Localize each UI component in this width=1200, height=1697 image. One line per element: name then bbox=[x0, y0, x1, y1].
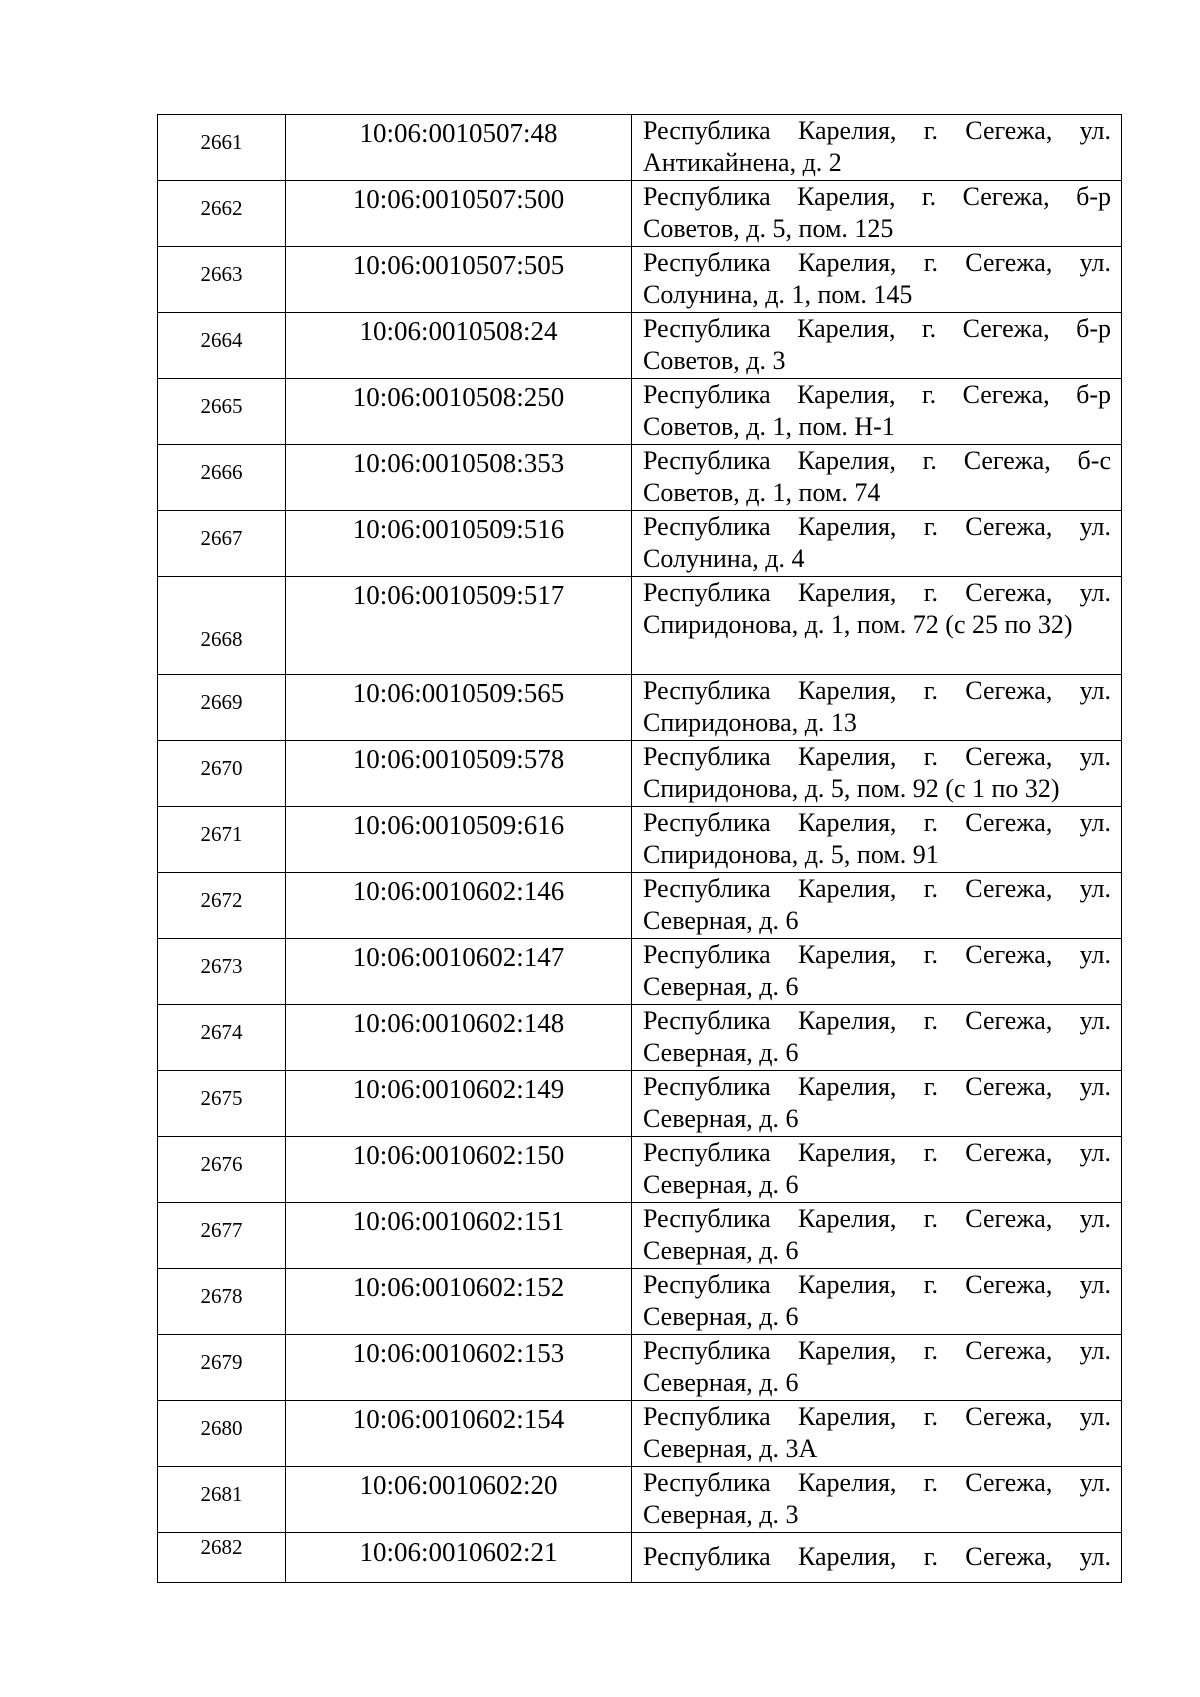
cadastral-number-cell bbox=[286, 1203, 632, 1269]
table-row bbox=[158, 1533, 1122, 1583]
address-text: Республика Карелия, г. Сегежа, ул. Северная, д. 6 bbox=[643, 1336, 1111, 1397]
table-row bbox=[158, 1203, 1122, 1269]
table-row bbox=[158, 577, 1122, 675]
cadastral-number-cell bbox=[286, 675, 632, 741]
row-number-cell bbox=[158, 1071, 286, 1137]
table-row bbox=[158, 675, 1122, 741]
row-number: 2668 bbox=[200, 627, 243, 651]
address-cell bbox=[632, 181, 1122, 247]
table-row bbox=[158, 379, 1122, 445]
address-text: Республика Карелия, г. Сегежа, ул. Северная, д. 6 bbox=[643, 1138, 1111, 1199]
property-registry-table bbox=[157, 114, 1122, 1583]
table-row bbox=[158, 1269, 1122, 1335]
address-cell bbox=[632, 807, 1122, 873]
address-cell bbox=[632, 247, 1122, 313]
registry-body bbox=[158, 115, 1122, 1583]
cadastral-number: 10:06:0010602:151 bbox=[352, 1206, 565, 1236]
cadastral-number-cell bbox=[286, 577, 632, 675]
cadastral-number: 10:06:0010508:353 bbox=[352, 448, 565, 478]
row-number-cell bbox=[158, 1533, 286, 1583]
address-text: Республика Карелия, г. Сегежа, б-р Советов, д. 1, пом. Н-1 bbox=[643, 380, 1111, 441]
cadastral-number-cell bbox=[286, 1335, 632, 1401]
cadastral-number: 10:06:0010507:505 bbox=[352, 250, 565, 280]
cadastral-number: 10:06:0010602:147 bbox=[352, 942, 565, 972]
row-number: 2671 bbox=[200, 822, 243, 846]
address-cell bbox=[632, 1335, 1122, 1401]
row-number-cell bbox=[158, 181, 286, 247]
table-row bbox=[158, 115, 1122, 181]
address-text: Республика Карелия, г. Сегежа, ул. Северная, д. 3А bbox=[643, 1402, 1111, 1463]
address-cell bbox=[632, 115, 1122, 181]
address-text: Республика Карелия, г. Сегежа, ул. Северная, д. 3 bbox=[643, 1468, 1111, 1529]
row-number-cell bbox=[158, 1137, 286, 1203]
row-number: 2679 bbox=[200, 1350, 243, 1374]
cadastral-number-cell bbox=[286, 181, 632, 247]
row-number-cell bbox=[158, 115, 286, 181]
row-number-cell bbox=[158, 675, 286, 741]
table-row bbox=[158, 181, 1122, 247]
address-cell bbox=[632, 313, 1122, 379]
address-text: Республика Карелия, г. Сегежа, ул. Солунина, д. 4 bbox=[643, 512, 1111, 573]
cadastral-number-cell bbox=[286, 1005, 632, 1071]
table-row bbox=[158, 1137, 1122, 1203]
table-row bbox=[158, 1401, 1122, 1467]
cadastral-number-cell bbox=[286, 873, 632, 939]
row-number: 2673 bbox=[200, 954, 243, 978]
address-cell bbox=[632, 1137, 1122, 1203]
row-number: 2661 bbox=[200, 130, 243, 154]
row-number-cell bbox=[158, 577, 286, 675]
row-number-cell bbox=[158, 511, 286, 577]
address-cell bbox=[632, 379, 1122, 445]
table-row bbox=[158, 511, 1122, 577]
cadastral-number-cell bbox=[286, 1071, 632, 1137]
row-number: 2662 bbox=[200, 196, 243, 220]
row-number: 2681 bbox=[200, 1482, 243, 1506]
cadastral-number-cell bbox=[286, 1137, 632, 1203]
cadastral-number-cell bbox=[286, 445, 632, 511]
cadastral-number: 10:06:0010602:152 bbox=[352, 1272, 565, 1302]
cadastral-number: 10:06:0010509:516 bbox=[352, 514, 565, 544]
address-text: Республика Карелия, г. Сегежа, б-р Советов, д. 3 bbox=[643, 314, 1111, 375]
table-row bbox=[158, 939, 1122, 1005]
table-row bbox=[158, 1071, 1122, 1137]
cadastral-number-cell bbox=[286, 1401, 632, 1467]
row-number-cell bbox=[158, 445, 286, 511]
cadastral-number-cell bbox=[286, 807, 632, 873]
cadastral-number: 10:06:0010602:153 bbox=[352, 1338, 565, 1368]
cadastral-number: 10:06:0010509:578 bbox=[352, 744, 565, 774]
cadastral-number: 10:06:0010507:500 bbox=[352, 184, 565, 214]
table-row bbox=[158, 1005, 1122, 1071]
row-number: 2674 bbox=[200, 1020, 243, 1044]
cadastral-number-cell bbox=[286, 511, 632, 577]
row-number: 2672 bbox=[200, 888, 243, 912]
cadastral-number: 10:06:0010602:146 bbox=[352, 876, 565, 906]
row-number: 2677 bbox=[200, 1218, 243, 1242]
table-row bbox=[158, 1335, 1122, 1401]
row-number: 2666 bbox=[200, 460, 243, 484]
row-number: 2663 bbox=[200, 262, 243, 286]
row-number: 2675 bbox=[200, 1086, 243, 1110]
cadastral-number: 10:06:0010602:150 bbox=[352, 1140, 565, 1170]
address-cell bbox=[632, 445, 1122, 511]
address-text: Республика Карелия, г. Сегежа, б-с Советов, д. 1, пом. 74 bbox=[643, 446, 1111, 507]
address-cell bbox=[632, 1467, 1122, 1533]
cadastral-number-cell bbox=[286, 313, 632, 379]
address-cell bbox=[632, 1005, 1122, 1071]
address-cell bbox=[632, 1071, 1122, 1137]
row-number: 2678 bbox=[200, 1284, 243, 1308]
row-number: 2667 bbox=[200, 526, 243, 550]
cadastral-number-cell bbox=[286, 379, 632, 445]
address-text: Республика Карелия, г. Сегежа, ул. Спиридонова, д. 1, пом. 72 (с 25 по 32) bbox=[643, 578, 1111, 639]
address-text: Республика Карелия, г. Сегежа, ул. Северная, д. 6 bbox=[643, 1072, 1111, 1133]
address-cell bbox=[632, 873, 1122, 939]
row-number: 2669 bbox=[200, 690, 243, 714]
cadastral-number: 10:06:0010602:20 bbox=[359, 1470, 558, 1500]
row-number: 2664 bbox=[200, 328, 243, 352]
table-row bbox=[158, 247, 1122, 313]
cadastral-number: 10:06:0010602:149 bbox=[352, 1074, 565, 1104]
address-text: Республика Карелия, г. Сегежа, ул. Антикайнена, д. 2 bbox=[643, 116, 1111, 177]
cadastral-number-cell bbox=[286, 115, 632, 181]
address-text: Республика Карелия, г. Сегежа, ул. Спиридонова, д. 5, пом. 92 (с 1 по 32) bbox=[643, 742, 1111, 803]
row-number-cell bbox=[158, 741, 286, 807]
cadastral-number-cell bbox=[286, 1269, 632, 1335]
row-number: 2665 bbox=[200, 394, 243, 418]
row-number-cell bbox=[158, 1203, 286, 1269]
address-cell bbox=[632, 675, 1122, 741]
address-cell bbox=[632, 1401, 1122, 1467]
cadastral-number: 10:06:0010509:565 bbox=[352, 678, 565, 708]
row-number-cell bbox=[158, 1401, 286, 1467]
address-text: Республика Карелия, г. Сегежа, ул. Спиридонова, д. 5, пом. 91 bbox=[643, 808, 1111, 869]
address-text: Республика Карелия, г. Сегежа, ул. Солунина, д. 1, пом. 145 bbox=[643, 248, 1111, 309]
row-number: 2682 bbox=[200, 1535, 243, 1559]
address-text: Республика Карелия, г. Сегежа, ул. Северная, д. 6 bbox=[643, 1006, 1111, 1067]
cadastral-number: 10:06:0010602:21 bbox=[359, 1537, 558, 1567]
address-text: Республика Карелия, г. Сегежа, ул. Спиридонова, д. 13 bbox=[643, 676, 1111, 737]
cadastral-number: 10:06:0010508:24 bbox=[359, 316, 558, 346]
cadastral-number-cell bbox=[286, 247, 632, 313]
cadastral-number-cell bbox=[286, 1533, 632, 1583]
row-number: 2680 bbox=[200, 1416, 243, 1440]
table-row bbox=[158, 807, 1122, 873]
table-row bbox=[158, 1467, 1122, 1533]
address-text: Республика Карелия, г. Сегежа, ул. Северная, д. 6 bbox=[643, 940, 1111, 1001]
row-number-cell bbox=[158, 379, 286, 445]
row-number-cell bbox=[158, 1467, 286, 1533]
cadastral-number-cell bbox=[286, 1467, 632, 1533]
table-row bbox=[158, 741, 1122, 807]
address-text: Республика Карелия, г. Сегежа, ул. Северная, д. 6 bbox=[643, 1204, 1111, 1265]
table-row bbox=[158, 445, 1122, 511]
address-cell bbox=[632, 741, 1122, 807]
row-number-cell bbox=[158, 1269, 286, 1335]
cadastral-number: 10:06:0010602:148 bbox=[352, 1008, 565, 1038]
cadastral-number-cell bbox=[286, 939, 632, 1005]
table-row bbox=[158, 313, 1122, 379]
address-cell bbox=[632, 1269, 1122, 1335]
cadastral-number: 10:06:0010509:616 bbox=[352, 810, 565, 840]
cadastral-number: 10:06:0010509:517 bbox=[352, 580, 565, 610]
address-cell bbox=[632, 939, 1122, 1005]
table-row bbox=[158, 873, 1122, 939]
address-cell bbox=[632, 1203, 1122, 1269]
address-text: Республика Карелия, г. Сегежа, ул. Северная, д. 6 bbox=[643, 1270, 1111, 1331]
row-number: 2676 bbox=[200, 1152, 243, 1176]
row-number-cell bbox=[158, 807, 286, 873]
address-cell bbox=[632, 511, 1122, 577]
cadastral-number-cell bbox=[286, 741, 632, 807]
cadastral-number: 10:06:0010507:48 bbox=[359, 118, 558, 148]
row-number: 2670 bbox=[200, 756, 243, 780]
row-number-cell bbox=[158, 247, 286, 313]
address-cell bbox=[632, 1533, 1122, 1583]
cadastral-number: 10:06:0010508:250 bbox=[352, 382, 565, 412]
address-text: Республика Карелия, г. Сегежа, б-р Советов, д. 5, пом. 125 bbox=[643, 182, 1111, 243]
cadastral-number: 10:06:0010602:154 bbox=[352, 1404, 565, 1434]
row-number-cell bbox=[158, 313, 286, 379]
row-number-cell bbox=[158, 1005, 286, 1071]
address-text: Республика Карелия, г. Сегежа, ул. Северная, д. 6 bbox=[643, 874, 1111, 935]
row-number-cell bbox=[158, 939, 286, 1005]
row-number-cell bbox=[158, 1335, 286, 1401]
row-number-cell bbox=[158, 873, 286, 939]
address-cell bbox=[632, 577, 1122, 675]
address-text: Республика Карелия, г. Сегежа, ул. bbox=[643, 1542, 1111, 1571]
